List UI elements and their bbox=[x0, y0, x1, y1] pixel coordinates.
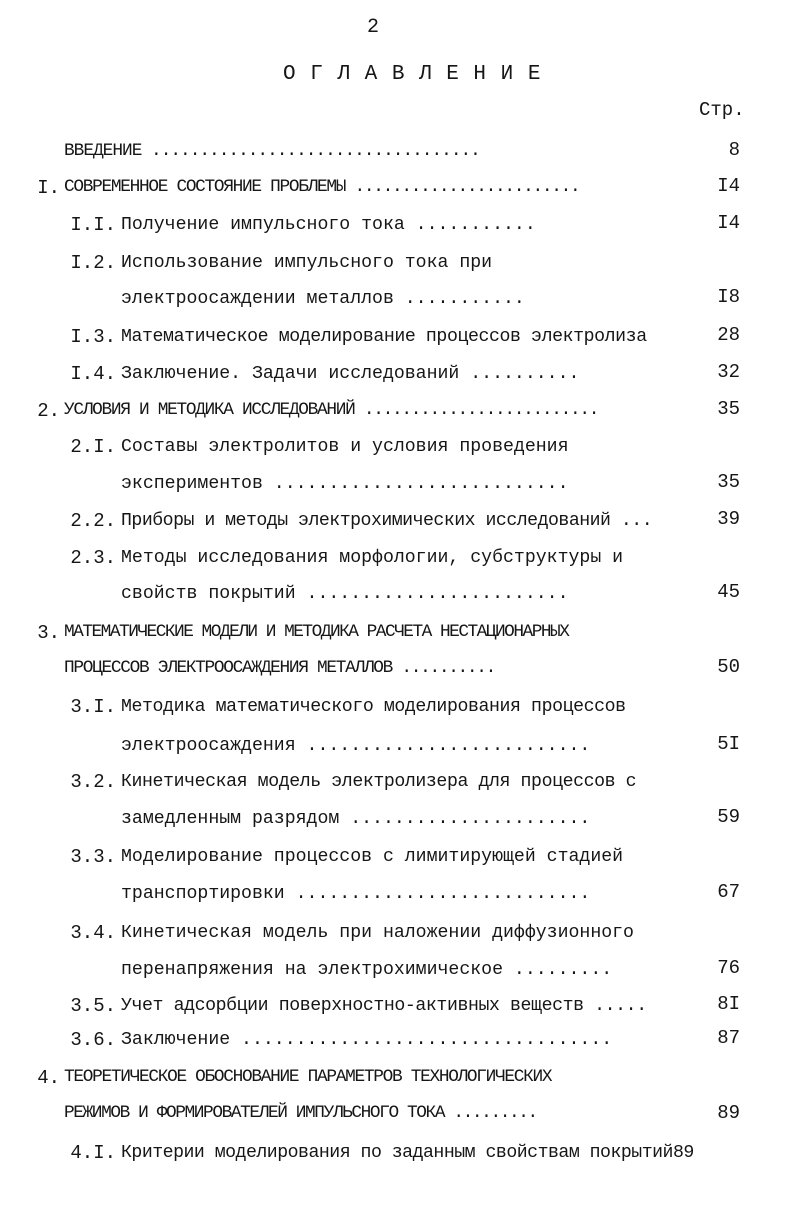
toc-entry-page: 89 bbox=[717, 1102, 740, 1124]
toc-entry-page: 28 bbox=[717, 324, 740, 346]
page-title: О Г Л А В Л Е Н И Е bbox=[283, 63, 542, 86]
toc-entry-title-continued: ПРОЦЕССОВ ЭЛЕКТРООСАЖДЕНИЯ МЕТАЛЛОВ .......... bbox=[64, 658, 496, 678]
toc-entry-title: СОВРЕМЕННОЕ СОСТОЯНИЕ ПРОБЛЕМЫ ........................ bbox=[64, 177, 580, 197]
page-column-header: Стр. bbox=[699, 99, 745, 121]
toc-entry-title-continued: свойств покрытий ........................ bbox=[121, 584, 569, 604]
toc-entry-page: 50 bbox=[717, 656, 740, 678]
toc-entry-page: 32 bbox=[717, 361, 740, 383]
toc-entry-page: 45 bbox=[717, 581, 740, 603]
toc-entry-page: 59 bbox=[717, 806, 740, 828]
toc-entry-title: ВВЕДЕНИЕ .................................. bbox=[64, 141, 480, 161]
toc-entry-number: 2.I. bbox=[70, 436, 116, 458]
toc-entry-number: 2. bbox=[37, 400, 60, 422]
toc-entry-title: Составы электролитов и условия проведения bbox=[121, 437, 569, 457]
toc-entry-number: 3.2. bbox=[70, 771, 116, 793]
toc-entry-number: 3.5. bbox=[70, 995, 116, 1017]
toc-entry-page: 87 bbox=[717, 1027, 740, 1049]
toc-entry-title: Заключение. Задачи исследований .......... bbox=[121, 364, 580, 384]
toc-entry-title: Получение импульсного тока ........... bbox=[121, 215, 536, 235]
toc-entry-title-continued: перенапряжения на электрохимическое ......... bbox=[121, 960, 613, 980]
toc-entry-title-continued: электроосаждении металлов ........... bbox=[121, 289, 525, 309]
toc-entry-page: 67 bbox=[717, 881, 740, 903]
toc-entry-number: I.3. bbox=[70, 326, 116, 348]
toc-entry-number: 3.3. bbox=[70, 846, 116, 868]
toc-entry-title: Методы исследования морфологии, субструктуры и bbox=[121, 548, 624, 568]
toc-entry-title: Приборы и методы электрохимических исследований ... bbox=[121, 511, 653, 531]
toc-entry-title-continued: замедленным разрядом ...................... bbox=[121, 809, 591, 829]
toc-entry-number: 4.I. bbox=[70, 1142, 116, 1164]
toc-entry-page: I4 bbox=[717, 212, 740, 234]
toc-entry-page: 35 bbox=[717, 398, 740, 420]
toc-entry-title-continued: электроосаждения .......................... bbox=[121, 736, 591, 756]
toc-entry-number: I.2. bbox=[70, 252, 116, 274]
toc-entry-title: Критерии моделирования по заданным свойствам покрытий89 bbox=[121, 1143, 694, 1163]
toc-entry-number: 2.3. bbox=[70, 547, 116, 569]
toc-entry-number: 3.4. bbox=[70, 922, 116, 944]
toc-entry-page: I4 bbox=[717, 175, 740, 197]
toc-entry-title-continued: экспериментов ........................... bbox=[121, 474, 569, 494]
toc-entry-title: МАТЕМАТИЧЕСКИЕ МОДЕЛИ И МЕТОДИКА РАСЧЕТА НЕСТАЦИОНАРНЫХ bbox=[64, 622, 569, 642]
toc-entry-number: I.I. bbox=[70, 214, 116, 236]
toc-entry-number: I.4. bbox=[70, 363, 116, 385]
toc-entry-title-continued: транспортировки ........................... bbox=[121, 884, 591, 904]
toc-entry-title: Кинетическая модель при наложении диффузионного bbox=[121, 923, 634, 943]
toc-entry-page: 5I bbox=[717, 733, 740, 755]
toc-entry-title: Методика математического моделирования процессов bbox=[121, 697, 626, 717]
toc-entry-page: 8I bbox=[717, 993, 740, 1015]
toc-entry-page: 76 bbox=[717, 957, 740, 979]
toc-entry-number: 3.I. bbox=[70, 696, 116, 718]
toc-entry-title: Моделирование процессов с лимитирующей стадией bbox=[121, 847, 624, 867]
toc-entry-number: 4. bbox=[37, 1067, 60, 1089]
toc-entry-page: 39 bbox=[717, 508, 740, 530]
toc-entry-number: 3. bbox=[37, 622, 60, 644]
toc-entry-title: ТЕОРЕТИЧЕСКОЕ ОБОСНОВАНИЕ ПАРАМЕТРОВ ТЕХНОЛОГИЧЕСКИХ bbox=[64, 1067, 552, 1087]
toc-entry-title: Математическое моделирование процессов электролиза bbox=[121, 327, 647, 347]
toc-entry-title-continued: РЕЖИМОВ И ФОРМИРОВАТЕЛЕЙ ИМПУЛЬСНОГО ТОКА ......... bbox=[64, 1103, 537, 1123]
toc-entry-title: Учет адсорбции поверхностно-активных веществ ..... bbox=[121, 996, 647, 1016]
toc-entry-page: 35 bbox=[717, 471, 740, 493]
toc-entry-number: 2.2. bbox=[70, 510, 116, 532]
toc-entry-title: Использование импульсного тока при bbox=[121, 253, 493, 273]
toc-entry-page: 8 bbox=[728, 139, 740, 161]
toc-entry-title: Заключение .................................. bbox=[121, 1030, 613, 1050]
toc-entry-number: 3.6. bbox=[70, 1029, 116, 1051]
toc-entry-title: Кинетическая модель электролизера для процессов с bbox=[121, 772, 637, 792]
toc-entry-page: I8 bbox=[717, 286, 740, 308]
page-number: 2 bbox=[367, 16, 380, 39]
toc-entry-number: I. bbox=[37, 177, 60, 199]
toc-entry-title: УСЛОВИЯ И МЕТОДИКА ИССЛЕДОВАНИЙ ......................... bbox=[64, 400, 599, 420]
